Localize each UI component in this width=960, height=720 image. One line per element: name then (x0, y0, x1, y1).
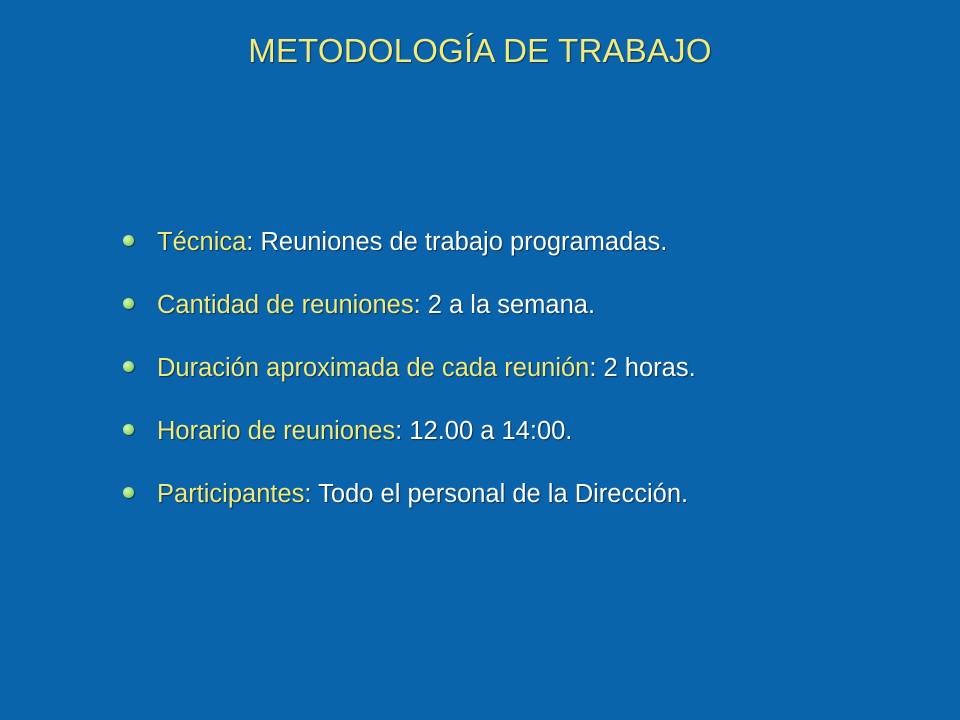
bullet-text (157, 285, 595, 325)
bullet-list (120, 222, 940, 537)
list-item (120, 411, 940, 474)
item-term: Duración aproximada de cada reunión (157, 354, 590, 382)
item-description: : 12.00 a 14:00. (395, 417, 573, 445)
item-description: : 2 horas. (589, 354, 696, 382)
bullet-dot-icon (123, 235, 134, 246)
bullet-text (157, 222, 667, 262)
list-item (120, 285, 940, 348)
item-description: : Reuniones de trabajo programadas. (246, 228, 668, 256)
bullet-text (157, 411, 572, 451)
list-item (120, 348, 940, 411)
bullet-text (157, 474, 688, 514)
item-term: Técnica (157, 228, 247, 256)
bullet-dot-icon (123, 424, 134, 435)
bullet-dot-icon (123, 298, 134, 309)
item-term: Cantidad de reuniones (157, 291, 414, 319)
list-item (120, 222, 940, 285)
slide-title: METODOLOGÍA DE TRABAJO (248, 32, 712, 69)
item-term: Horario de reuniones (157, 417, 396, 445)
bullet-dot-icon (123, 487, 134, 498)
item-description: : 2 a la semana. (413, 291, 596, 319)
item-term: Participantes (157, 480, 305, 508)
bullet-dot-icon (123, 361, 134, 372)
bullet-text (157, 348, 696, 388)
list-item (120, 474, 940, 537)
item-description: : Todo el personal de la Dirección. (304, 480, 689, 508)
